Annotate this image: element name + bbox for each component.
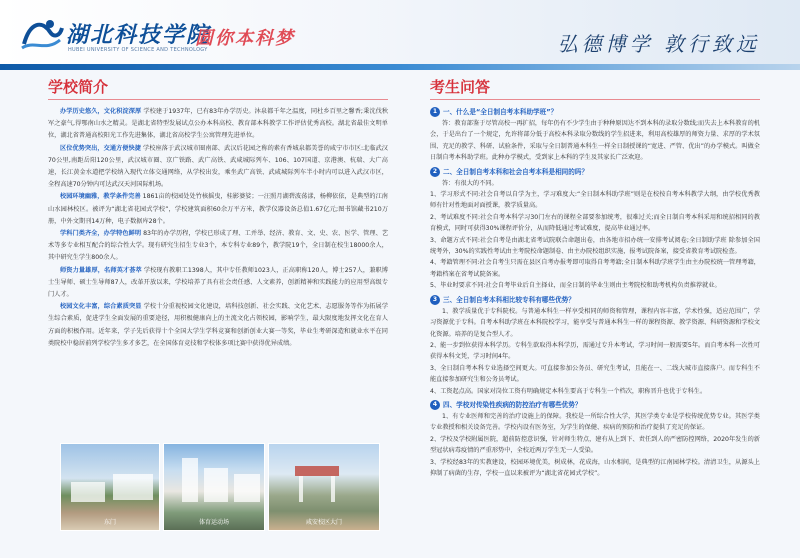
faq-column bbox=[430, 76, 760, 481]
paragraph-body: 学校座落于武汉城市圈南部、武汉后花园之称的素有香城泉都美誉的咸宁市市区:北临武汉70公里,南距岳阳120公里，武汉城市圈、京广铁路、武广高铁、武咸城际列车、106、107国道、京港澳、杭瑞、大广高速，长江黄金水道把学校纳入现代立体交通网络，从学校出发，乘坐武广高铁、武咸城际列车半小时内可以进入武汉市区，全程高速70分钟内可达武汉天河国际机场。 bbox=[48, 144, 388, 189]
header-banner bbox=[0, 0, 800, 70]
paragraph-heading: 办学历史悠久，文化积淀深厚 bbox=[60, 108, 142, 115]
paragraph-heading: 学科门类齐全，办学特色鲜明 bbox=[60, 230, 142, 238]
intro-paragraph bbox=[48, 228, 388, 265]
question-number-badge: 1 bbox=[430, 107, 440, 117]
photo-caption: 体育运动场 bbox=[198, 519, 229, 526]
faq-question bbox=[430, 294, 760, 306]
question-number-badge: 4 bbox=[430, 400, 440, 410]
intro-paragraph bbox=[48, 106, 388, 143]
paragraph-heading: 师资力量雄厚，名师英才荟萃 bbox=[60, 266, 142, 274]
faq-answer: 1、教学质量优于专科院校。与普通本科生一样享受相同的师资和管理，课程内容丰富，学术性强，适应范围广，学习资源优于专科。自考本科助学班在本科院校学习，能享受与普通本科生一样的课程资源、教学资源、科研资源和学校文化资源。培养的是复合型人才。 2、能一步到位获得本科学历。专科生欲取得本科学历，需通过专升本考试，学习时间一般需要5年。而自考本科一次性可获得本科文凭，学习时间4年。 3、全日制自考本科专业选择空间更大。可直接参加公务员、研究生考试，且能在一、二线大城市直接落户。而专科生不能直接参加研究生和公务员考试。 4、工资起点高。国家对岗位工资有明确规定本科生要高于专科生一个档次，职称晋升也优于专科生。 bbox=[430, 307, 760, 395]
campus-photo-east-gate bbox=[60, 443, 160, 531]
question-number-badge: 2 bbox=[430, 167, 440, 177]
campus-photos bbox=[60, 443, 380, 531]
faq-question bbox=[430, 106, 760, 118]
question-text: 一、什么是“全日制自考本科助学班”？ bbox=[443, 108, 558, 116]
photo-caption: 咸安校区大门 bbox=[305, 519, 342, 526]
faq-item bbox=[430, 399, 760, 479]
university-logo-icon bbox=[20, 14, 64, 54]
question-number-badge: 3 bbox=[430, 295, 440, 305]
faq-answer: 答：有很大的不同。 1、学习形式不同:社会自考以自学为主，学习难度大:“全日制本科助学班”则是在校按自考本科教学大纲，由学校优秀教师有针对性地面对面授课，教学质量高。 2、考试难度不同:社会自考本科学习30门左右的课程全部要参加统考，很难过关;而全日制自考本科采用和统招相同的教育模式，同时可获得30%课程评价分，从而降低通过考试难度，提高毕业通过率。 3、命题方式不同:社会自考是由湖北省考试院联合命题出卷，由各地市招办统一安排考试阅卷;全日制助学班 除参加全国统考外，30%的实践性考试由主考院校命题制卷、由主办院校组织实施，报考试院备案，接受省教育考试院检查。 4、考籍管理不同:社会自考生只需在县区自考办报考即可取得自考考籍;全日制本科助学班学生由主办院校统一管理考籍，考籍档案在省考试院备案。 5、毕业时要求不同:社会自考毕业后自主择业，而全日制的毕业生则由主考院校和助考机构负责推荐就业。 bbox=[430, 179, 760, 290]
tagline: 圆你本科梦 bbox=[195, 28, 295, 49]
paragraph-body: 83年的办学历程，学校已形成了理、工并举、经济、教育、文、史、农、医学、管理、艺术等多专业相互配合的综合性大学。现有研究生招生专业3个，本专科专业89个，教学院19个，全日制在校生18000余人，其中研究生学生800余人。 bbox=[48, 230, 389, 262]
intro-text bbox=[48, 106, 388, 350]
paragraph-heading: 校园环境幽雅，教学条件完善 bbox=[60, 193, 141, 201]
campus-photo-main-gate bbox=[268, 443, 380, 531]
school-motto: 弘德博学 敦行致远 bbox=[557, 32, 760, 56]
paragraph-body: 1861亩的校园处处竹核摇曳，桂影婆娑；一汪照月湖碧波荡漾，杨柳依依，是典型的江南山水园林校区。被评为“湖北省花园式学校”，学校建筑面积60余万平方米，教学仪器设备总值1.67亿元;图书馆藏书210万册，中外文期刊14万种，电子数据库28个。 bbox=[48, 193, 388, 225]
faq-item bbox=[430, 294, 760, 397]
intro-paragraph bbox=[48, 191, 388, 228]
intro-section-title: 学校简介 bbox=[48, 76, 388, 100]
intro-paragraph bbox=[48, 265, 388, 302]
paragraph-body: 学校现有教职工1398人，其中专任教师1023人，正高职称120人，博士257人，兼职博士生导师、硕士生导师87人，改革开放以来，学校培养了具有社会责任感、人文素养，创新精神和实践能力的应用型高级专门人才。 bbox=[48, 266, 388, 299]
faq-section-title: 考生问答 bbox=[430, 76, 760, 100]
question-text: 二、全日制自考本科和社会自考本科是相同的吗？ bbox=[443, 167, 589, 176]
school-intro-column bbox=[48, 76, 388, 350]
question-text: 三、全日制自考本科相比较专科有哪些优势？ bbox=[443, 295, 575, 304]
school-name: 湖北科技学院 bbox=[66, 22, 211, 48]
paragraph-body: 学校建于1937年，已有83年办学历史。沐泉都千年之温度，同杜乡百里之馨香;秉沈伐秋军之豪气,得鄂南山水之精灵。是湖北省特型发展试点公办本科高校、教育部本科教学工作评估优秀高校。湖北省最佳文明单位，湖北省普通高校阳光工作先进集体，湖北省高校学生公寓管理先进单位。 bbox=[48, 108, 389, 140]
faq-answer: 答：教育部鉴于尽管高校一再扩招，每年仍有不少学生由于种种原因达不到本科的录取分数线;而失去上本科教育的机会，于是出台了一个规定，允许将部分低于高校本科录取分数线的学生招进来，利用高校雄厚的师资力量、求厚的学术氛围、充足的教学、科研、试验条件，采取与全日制普通本科生一样全日制授课的“宽进、严管、优出”的办学模式。叫做全日制自考本科助学班。此种办学模式，受到家上本科的学生及其家长广泛欢迎。 bbox=[430, 120, 760, 162]
photo-caption: 东门 bbox=[103, 519, 116, 526]
faq-answer: 1、有专业医师和完善的治疗设施上的保障。我校是一所综合性大学，其医学类专业是学校传统优势专业。其医学类专业教授和相关设备完善。学校内设有医务室，为学生的保健、疾病的预防和治疗提供了充足的保证。 2、学校及学校附属医院，超前防控意识强，针对师生特点，建有从上到下、责任到人的严密防控网络，2020年发生的新型冠状病毒疫情的严重形势中，全校近两万学生无一人受染。 3、学校经83年的实教建设，校园环境优美，树成林，花成海，山水相间，是典型的江南园林学校。清清卫生，从源头上抑制了病菌的生存，学校一直以来被评为“湖北省花园式学校”。 bbox=[430, 412, 760, 477]
intro-paragraph bbox=[48, 301, 388, 350]
paragraph-body: 学校十分重视校园文化建设，培科技创新、社会实践、文化艺术、志愿服务等作为拓展学生综合素质，促进学生全面发展的重要途径，用积极健康向上的主流文化占领校园，影响学生，最大限度地发挥文化在育人方面的积极作用。近年来，学子先后获得十个全国大学生学科竞赛和创新创业大赛一等奖，毕业生考研深造和就业水平在同类院校中稳居前列学校学生多才多艺，在全国体育竞技和学校体多项比赛中获得优异成绩。 bbox=[48, 303, 389, 347]
intro-paragraph bbox=[48, 143, 388, 192]
faq-question bbox=[430, 399, 760, 411]
faq-item bbox=[430, 106, 760, 164]
faq-list bbox=[430, 106, 760, 479]
faq-item bbox=[430, 166, 760, 292]
campus-photo-sports-field bbox=[163, 443, 265, 531]
question-text: 四、学校对传染性疾病的防控治疗有哪些优势？ bbox=[443, 400, 582, 409]
faq-question bbox=[430, 166, 760, 178]
school-name-en: HUBEI UNIVERSITY OF SCIENCE AND TECHNOLOGY bbox=[68, 47, 208, 53]
paragraph-heading: 校园文化丰富，综合素质突显 bbox=[60, 303, 142, 311]
paragraph-heading: 区位优势突出，交通方便快捷 bbox=[60, 144, 141, 152]
